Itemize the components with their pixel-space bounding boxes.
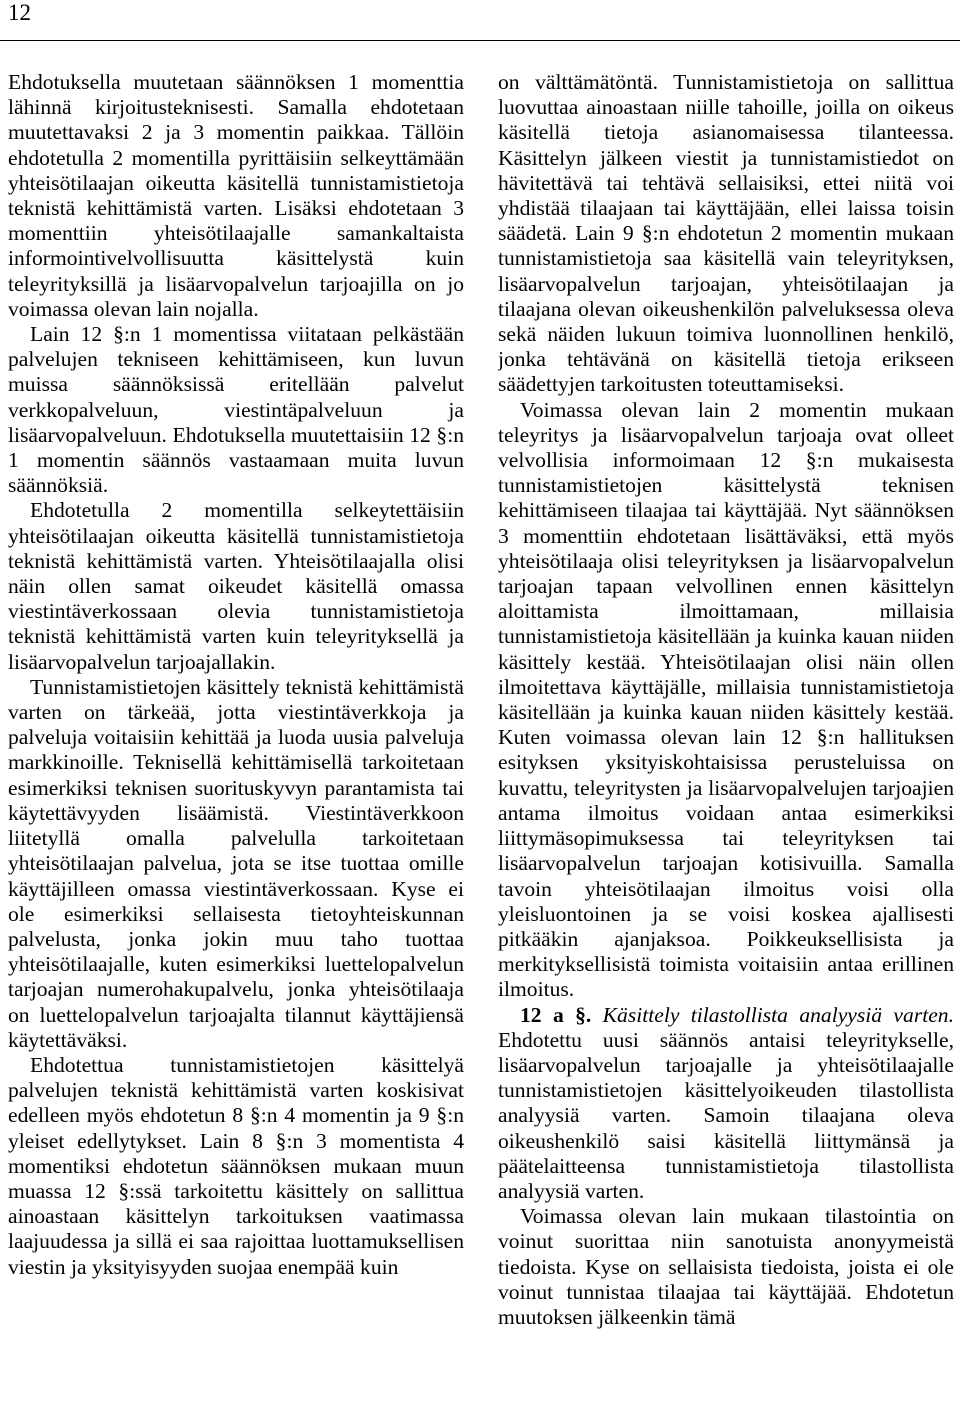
paragraph: Ehdotetulla 2 momentilla selkeytettäisiin yhteisötilaajan oikeutta käsitellä tunnistamistietoja teknistä kehittämistä varten. Yhteisötilaajalla olisi näin ollen samat oikeudet käsitellä omassa viestintäverkossaan olevia tunnistamistietoja teknistä kehittämistä varten kuin teleyrityksellä ja lisäarvopalvelun tarjoajallakin. <box>8 498 464 674</box>
header-rule <box>0 40 960 41</box>
page-number: 12 <box>8 0 31 25</box>
paragraph: on välttämätöntä. Tunnistamistietoja on sallittua luovuttaa ainoastaan niille tahoille, joilla on oikeus käsitellä tietoja asianomaisessa tilanteessa. Käsittelyn jälkeen viestit ja tunnistamistiedot on hävitettävä tai tehtävä sellaisiksi, ettei niitä voi yhdistää tilaajaan tai käyttäjään, ellei laissa toisin säädetä. Lain 9 §:n ehdotetun 2 momentin mukaan tunnistamistietoja saa käsitellä vain teleyrityksen, lisäarvopalvelun tarjoajan, yhteisötilaajan ja tilaajana olevan oikeushenkilön palveluksessa oleva sekä näiden lukuun toimiva luonnollinen henkilö, jonka tehtävänä on käsitellä tietoja erikseen säädettyjen tarkoitusten toteuttamiseksi. <box>498 70 954 397</box>
paragraph: Ehdotettua tunnistamistietojen käsittelyä palvelujen teknistä kehittämistä varten koskisivat edelleen myös ehdotetun 8 §:n 4 momentin ja 9 §:n yleiset edellytykset. Lain 8 §:n 3 momentista 4 momentiksi ehdotetun säännöksen mukaan muun muassa 12 §:ssä tarkoitettu käsittely on sallittua ainoastaan käsittelyn tarkoituksen vaatimassa laajuudessa ja sillä ei saa rajoittaa luottamuksellisen viestin ja yksityisyyden suojaa enempää kuin <box>8 1052 464 1279</box>
paragraph: Voimassa olevan lain mukaan tilastointia on voinut suorittaa niin sanotuista anonyymeistä tiedoista. Kyse on sellaisista tiedoista, joista ei ole voinut tunnistaa tilaajaa tai käyttäjää. Ehdotetun muutoksen jälkeenkin tämä <box>498 1204 954 1329</box>
section-title: Käsittely tilastollista analyysiä varten. <box>602 1002 954 1027</box>
paragraph: Tunnistamistietojen käsittely teknistä kehittämistä varten on tärkeää, jotta viestintäverkkoja ja palveluja voitaisiin kehittää ja luoda uusia palveluja markkinoille. Teknisellä kehittämisellä tarkoitetaan esimerkiksi teknisen suorituskyvyn parantamista tai käytettävyyden lisäämistä. Viestintäverkkoon liitetyllä omalla palvelulla tarkoitetaan yhteisötilaajan palvelua, jota se itse tuottaa omille käyttäjilleen omassa viestintäverkossaan. Kyse ei ole esimerkiksi sellaisesta tietoyhteiskunnan palvelusta, jonka jokin muu taho tuottaa yhteisötilaajalle, kuten esimerkiksi luettelopalvelun tarjoajan numerohakupalvelu, jonka yhteisötilaaja on luettelopalvelun tarjoajalta tilannut käyttäjiensä käytettäväksi. <box>8 674 464 1052</box>
paragraph: Voimassa olevan lain 2 momentin mukaan teleyritys ja lisäarvopalvelun tarjoaja ovat olleet velvollisia informoimaan 12 §:n mukaisesta tunnistamistietojen käsittelystä teknisen kehittämiseen tilaajaa tai käyttäjää. Nyt säännöksen 3 momenttiin ehdotetaan lisättäväksi, että myös yhteisötilaaja olisi teleyrityksen ja lisäarvopalvelun tarjoajan tapaan velvollinen ennen käsittelyn aloittamista ilmoittamaan, millaisia tunnistamistietoja käsitellään ja kuinka kauan niiden käsittely kestää. Yhteisötilaajan olisi näin ollen ilmoitettava käyttäjälle, millaisia tunnistamistietoja käsitellään ja kuinka kauan niiden käsittely kestää. Kuten voimassa olevan lain 12 §:n hallituksen esityksen yksityiskohtaisissa perusteluissa on kuvattu, teleyritysten ja lisäarvopalvelujen tarjoajien antama ilmoitus voidaan antaa esimerkiksi liittymäsopimuksessa tai teleyrityksen tai lisäarvopalvelun tarjoajan kotisivuilla. Samalla tavoin yhteisötilaajan ilmoitus voisi olla yleisluontoinen ja se voisi koskea ajallisesti pitkääkin ajanjaksoa. Poikkeuksellisista ja merkityksellisistä toimista voitaisiin antaa erillinen ilmoitus. <box>498 397 954 1002</box>
section-text: Ehdotettu uusi säännös antaisi teleyritykselle, lisäarvopalvelun tarjoajalle ja yhteisötilaajalle tunnistamistietojen käsittelyoikeuden tilastollista analyysiä varten. Samoin tilaajana oleva oikeushenkilö saisi käsitellä liittymänsä ja päätelaitteensa tunnistamistietoja tilastollista analyysiä varten. <box>498 1027 954 1203</box>
right-column <box>498 70 954 1400</box>
paragraph: Ehdotuksella muutetaan säännöksen 1 momenttia lähinnä kirjoitusteknisesti. Samalla ehdotetaan muutettavaksi 2 ja 3 momentin paikkaa. Tällöin ehdotetulla 2 momentilla pyrittäisiin selkeyttämään yhteisötilaajan oikeutta käsitellä tunnistamistietoja teknistä kehittämistä varten. Lisäksi ehdotetaan 3 momenttiin yhteisötilaajalle samankaltaista informointivelvollisuutta käsittelystä kuin teleyrityksillä ja lisäarvopalvelun tarjoajilla on jo voimassa olevan lain nojalla. <box>8 70 464 321</box>
section-number: 12 a §. <box>520 1002 592 1027</box>
paragraph: Lain 12 §:n 1 momentissa viitataan pelkästään palvelujen tekniseen kehittämiseen, kun luvun muissa säännöksissä eritellään palvelut verkkopalveluun, viestintäpalveluun ja lisäarvopalveluun. Ehdotuksella muutettaisiin 12 §:n 1 momentin säännös vastaamaan muita luvun säännöksiä. <box>8 322 464 498</box>
left-column <box>8 70 464 1400</box>
section-paragraph <box>498 1003 954 1205</box>
